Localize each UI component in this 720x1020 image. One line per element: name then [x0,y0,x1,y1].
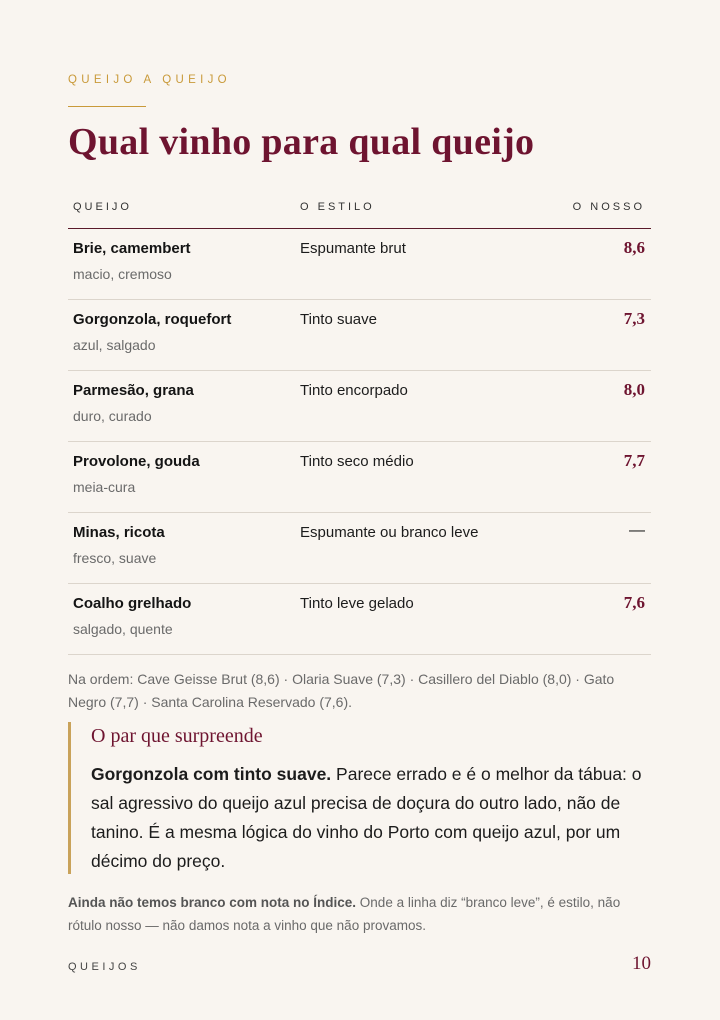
surprise-pairing-callout [68,722,654,874]
eyebrow-divider [68,106,146,107]
callout-title: O par que surpreende [91,725,263,747]
callout-lead: Gorgonzola com tinto suave. [91,764,332,784]
footnote [68,892,651,937]
table-row [68,442,651,513]
wine-style: Tinto seco médio [300,453,414,470]
wine-score: — [629,522,645,539]
footnote-lead: Ainda não temos branco com nota no Índice. [68,895,357,910]
wine-style: Espumante ou branco leve [300,524,479,541]
cheese-name: Provolone, gouda [73,453,200,470]
table-row [68,513,651,584]
wine-order-note: Na ordem: Cave Geisse Brut (8,6) · Olaria Suave (7,3) · Casillero del Diablo (8,0) · Gato Negro (7,7) · Santa Carolina Reservado (7,6). [68,671,615,710]
wine-score: 7,7 [623,451,645,470]
cheese-name: Minas, ricota [73,524,165,541]
cheese-name: Coalho grelhado [73,595,192,612]
cheese-name: Parmesão, grana [73,382,194,399]
wine-score: 8,6 [623,238,645,257]
callout-body [91,760,646,876]
wine-style: Tinto encorpado [300,382,408,399]
column-header-queijo: QUEIJO [73,201,132,213]
table-row [68,300,651,371]
cheese-description: salgado, quente [73,621,173,637]
callout-text: Parece errado e é o melhor da tábua: o sal agressivo do queijo azul precisa de doçura do outro lado, não de tanino. É a mesma lógica do vinho do Porto com queijo azul, por um décimo do preço. [91,764,642,871]
cheese-description: macio, cremoso [73,266,172,282]
page-title: Qual vinho para qual queijo [68,121,535,163]
wine-score: 8,0 [623,380,645,399]
column-header-nosso: O NOSSO [572,201,645,213]
column-header-estilo: O ESTILO [300,201,375,213]
footer-section-label: QUEIJOS [68,961,141,973]
table-row [68,584,651,655]
cheese-description: fresco, suave [73,550,157,566]
cheese-name: Gorgonzola, roquefort [73,311,232,328]
wine-score: 7,6 [623,593,645,612]
wine-style: Tinto leve gelado [300,595,414,612]
wine-style: Tinto suave [300,311,377,328]
wine-score: 7,3 [623,309,645,328]
cheese-name: Brie, camembert [73,240,191,257]
footnote-text: Onde a linha diz “branco leve”, é estilo, não rótulo nosso — não damos nota a vinho que não provamos. [68,895,621,933]
wine-style: Espumante brut [300,240,406,257]
page [68,0,651,1020]
cheese-description: duro, curado [73,408,152,424]
cheese-description: azul, salgado [73,337,156,353]
section-eyebrow: QUEIJO A QUEIJO [68,74,231,86]
cheese-description: meia-cura [73,479,136,495]
pairing-table-header [68,200,651,229]
pairing-table [68,229,651,655]
table-row [68,229,651,300]
page-number: 10 [632,953,651,974]
table-row [68,371,651,442]
